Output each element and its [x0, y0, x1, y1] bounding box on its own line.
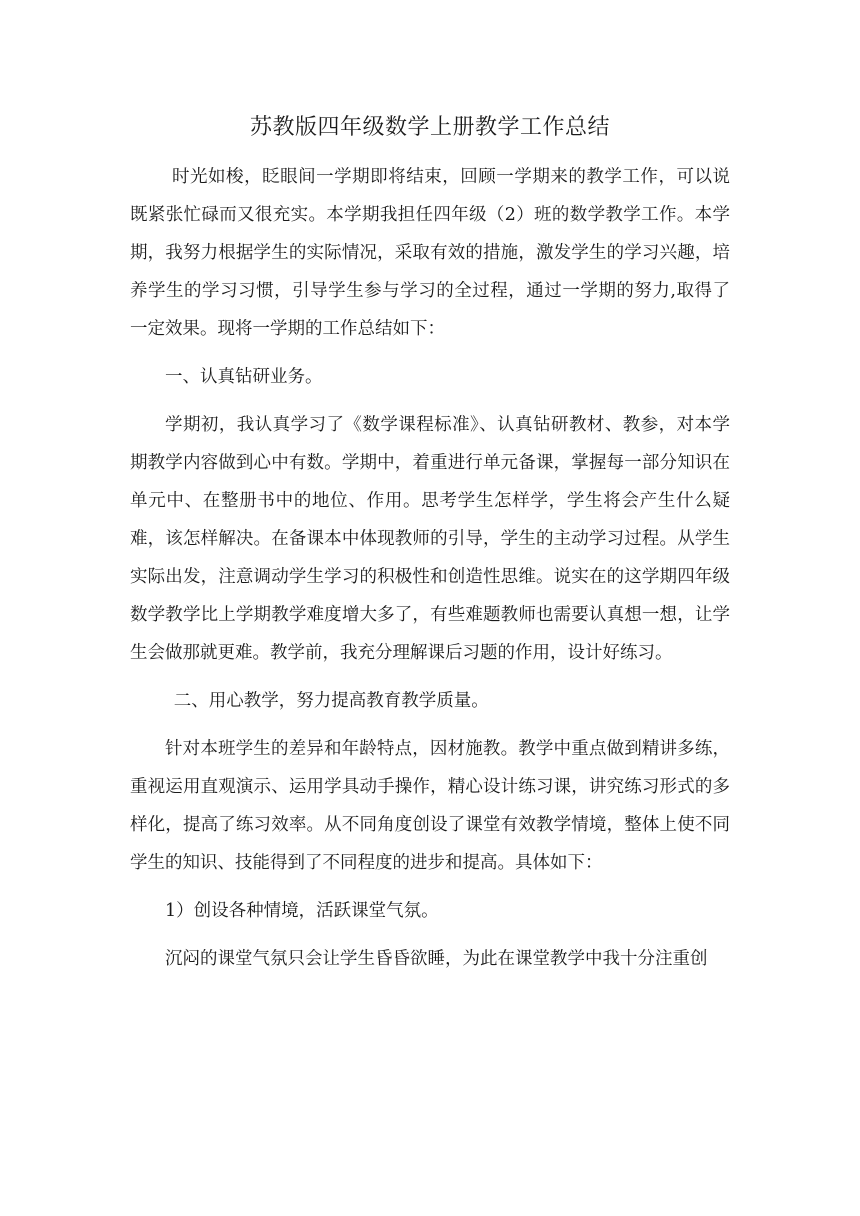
subsection-heading-1: 1）创设各种情境，活跃课堂气氛。 — [165, 901, 439, 921]
paragraph-section-2: 针对本班学生的差异和年龄特点，因材施教。教学中重点做到精讲多练，重视运用直观演示、运用学具动手操作，精心设计练习课，讲究练习形式的多样化，提高了练习效率。从不同角度创设了课堂有效教学情境，整体上使不同学生的知识、技能得到了不同程度的进步和提高。具体如下： — [130, 739, 730, 873]
section-heading-2: 二、用心教学，努力提高教育教学质量。 — [173, 691, 489, 711]
document-title: 苏教版四年级数学上册教学工作总结 — [249, 115, 610, 140]
paragraph-subsection-1: 沉闷的课堂气氛只会让学生昏昏欲睡，为此在课堂教学中我十分注重创 — [165, 949, 708, 969]
document-body — [130, 108, 730, 988]
section-heading-1: 一、认真钻研业务。 — [165, 367, 323, 387]
paragraph-section-1: 学期初，我认真学习了《数学课程标准》、认真钻研教材、教参，对本学期教学内容做到心中有数。学期中，着重进行单元备课，掌握每一部分知识在单元中、在整册书中的地位、作用。思考学生怎样学，学生将会产生什么疑难，该怎样解决。在备课本中体现教师的引导，学生的主动学习过程。从学生实际出发，注意调动学生学习的积极性和创造性思维。说实在的这学期四年级数学教学比上学期教学难度增大多了，有些难题教师也需要认真想一想，让学生会做那就更难。教学前，我充分理解课后习题的作用，设计好练习。 — [130, 415, 730, 663]
paragraph-intro: 时光如梭，眨眼间一学期即将结束，回顾一学期来的教学工作，可以说既紧张忙碌而又很充实。本学期我担任四年级（2）班的数学教学工作。本学期，我努力根据学生的实际情况，采取有效的措施，激发学生的学习兴趣，培养学生的学习习惯，引导学生参与学习的全过程，通过一学期的努力,取得了一定效果。现将一学期的工作总结如下： — [130, 167, 730, 339]
